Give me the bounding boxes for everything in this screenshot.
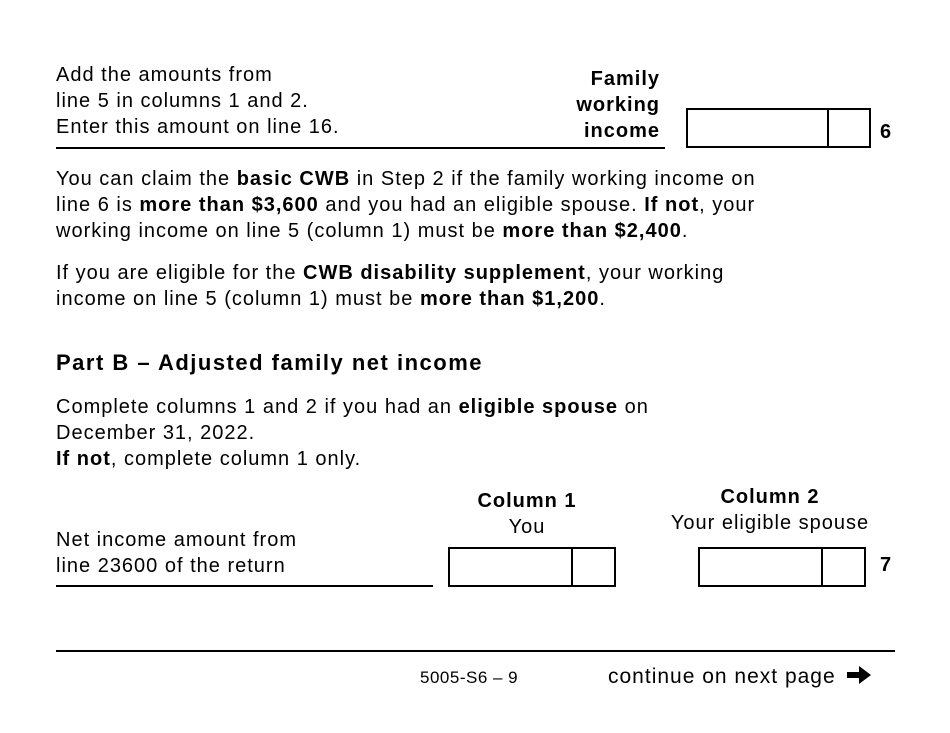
column2-header (640, 484, 900, 536)
line6-instruction (56, 62, 340, 140)
column1-title: Column 1 (477, 490, 577, 512)
cents-divider (827, 110, 829, 146)
line6-instruction-1: Add the amounts from (56, 64, 273, 86)
family-working-income-field[interactable] (686, 108, 871, 148)
line6-underline (56, 147, 665, 149)
line7-label-1: Net income amount from (56, 529, 297, 551)
column1-header (432, 488, 622, 540)
line7-underline (56, 585, 433, 587)
eligibility-line-2: line 6 is more than $3,600 and you had an eligible spouse. If not, your (56, 194, 756, 216)
column1-subtitle: You (508, 516, 546, 538)
cents-divider (571, 549, 573, 585)
net-income-spouse-field[interactable] (698, 547, 866, 587)
family-working-income-label-1: Family (590, 68, 660, 90)
part-b-intro-line-1: Complete columns 1 and 2 if you had an eligible spouse on (56, 396, 649, 418)
eligibility-line-3: working income on line 5 (column 1) must be more than $2,400. (56, 220, 689, 242)
arrow-right-icon (845, 664, 873, 686)
line7-label (56, 527, 297, 579)
disability-line-1: If you are eligible for the CWB disability supplement, your working (56, 262, 725, 284)
part-b-title: Part B – Adjusted family net income (56, 350, 483, 375)
continue-next-page[interactable] (608, 664, 873, 689)
form-id: 5005-S6 – 9 (420, 668, 519, 687)
continue-label: continue on next page (608, 665, 836, 688)
family-working-income-label (520, 66, 660, 144)
line-number-7: 7 (880, 554, 893, 576)
line7-label-2: line 23600 of the return (56, 555, 286, 577)
eligibility-line-1: You can claim the basic CWB in Step 2 if the family working income on (56, 168, 756, 190)
eligibility-paragraph (56, 166, 756, 244)
line-number-6: 6 (880, 121, 893, 143)
column2-title: Column 2 (720, 486, 820, 508)
column2-subtitle: Your eligible spouse (670, 512, 870, 534)
part-b-intro-line-3: If not, complete column 1 only. (56, 448, 362, 470)
line6-instruction-2: line 5 in columns 1 and 2. (56, 90, 309, 112)
disability-line-2: income on line 5 (column 1) must be more than $1,200. (56, 288, 606, 310)
disability-paragraph (56, 260, 724, 312)
footer-rule (56, 650, 895, 652)
part-b-intro (56, 394, 649, 472)
net-income-you-field[interactable] (448, 547, 616, 587)
line6-instruction-3: Enter this amount on line 16. (56, 116, 340, 138)
family-working-income-label-3: income (583, 120, 660, 142)
part-b-intro-line-2: December 31, 2022. (56, 422, 256, 444)
family-working-income-label-2: working (576, 94, 660, 116)
cents-divider (821, 549, 823, 585)
